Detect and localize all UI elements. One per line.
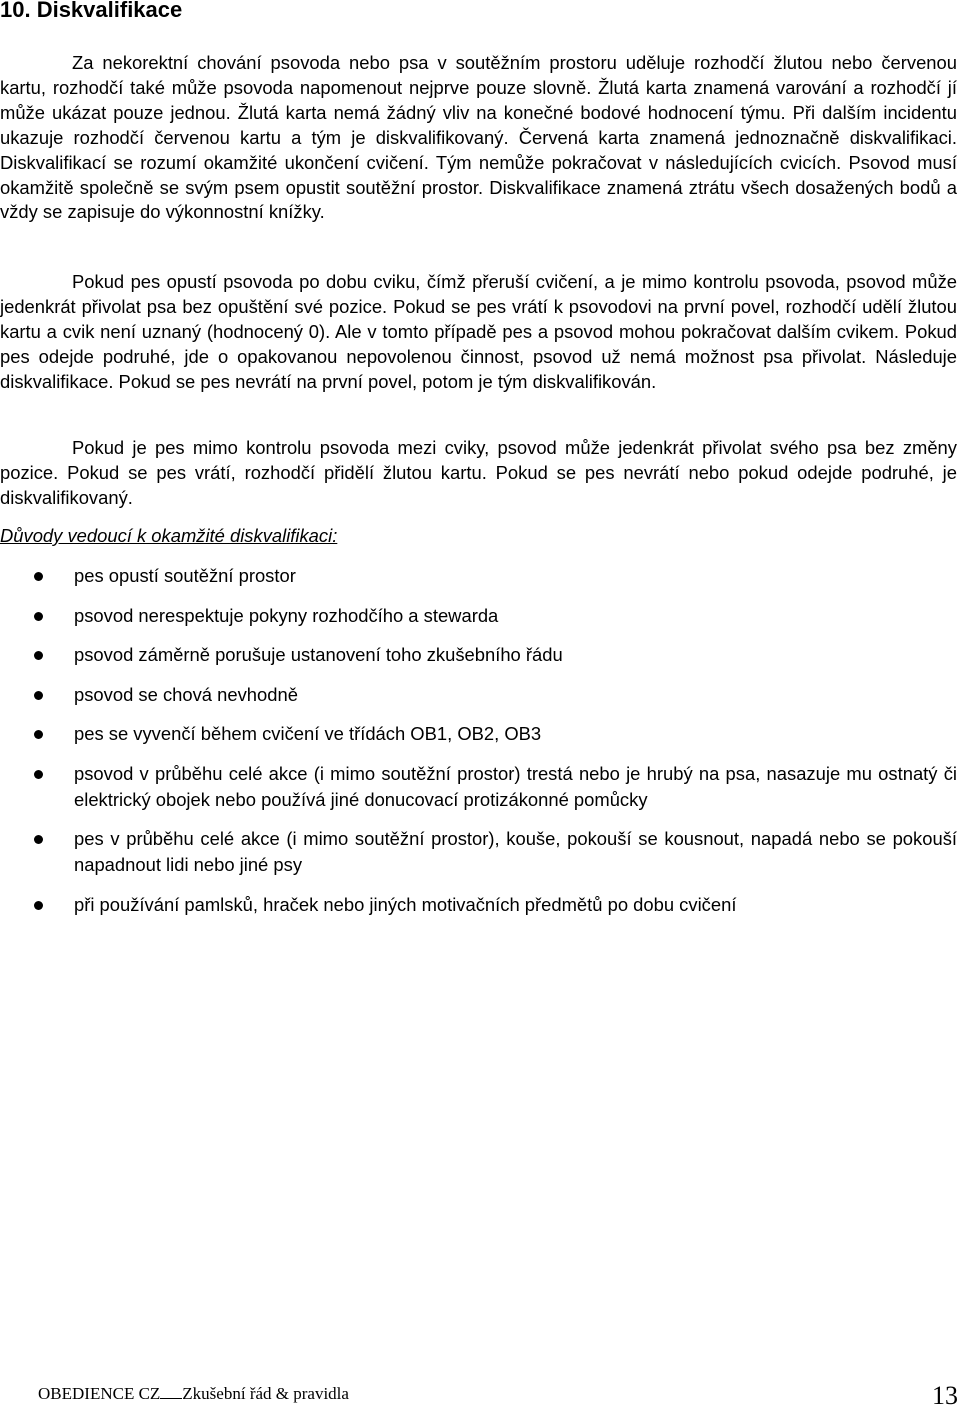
footer-doc: Zkušební řád & pravidla <box>182 1384 349 1403</box>
list-item <box>0 642 957 668</box>
list-item-text: psovod záměrně porušuje ustanovení toho zkušebního řádu <box>74 644 563 665</box>
reasons-title: Důvody vedoucí k okamžité diskvalifikaci: <box>0 525 338 546</box>
list-item-text: pes se vyvenčí během cvičení ve třídách OB1, OB2, OB3 <box>74 723 542 744</box>
list-item <box>0 892 957 918</box>
bullet-icon <box>34 691 43 700</box>
bullet-icon <box>34 835 43 844</box>
list-item <box>0 721 957 747</box>
paragraph-cards: Za nekorektní chování psovoda nebo psa v soutěžním prostoru uděluje rozhodčí žlutou nebo červenou kartu, rozhodčí také může psovoda napomenout nejprve pouze slovně. Žlutá karta znamená varování a rozhodčí jí může ukázat pouze jednou. Žlutá karta nemá žádný vliv na konečné bodové hodnocení týmu. Při dalším incidentu ukazuje rozhodčí červenou kartu a tým je diskvalifikovaný. Červená karta znamená jednoznačně diskvalifikaci. Diskvalifikací se rozumí okamžité ukončení cvičení. Tým nemůže pokračovat v následujících cvicích. Psovod musí okamžitě společně se svým psem opustit soutěžní prostor. Diskvalifikace znamená ztrátu všech dosažených bodů a vždy se zapisuje do výkonnostní knížky. <box>0 52 957 223</box>
reasons-list <box>0 563 957 931</box>
list-item-text: psovod se chová nevhodně <box>74 683 298 705</box>
bullet-icon <box>34 730 43 739</box>
list-item <box>0 563 957 589</box>
list-item-text: psovod v průběhu celé akce (i mimo soutěžní prostor) trestá nebo je hrubý na psa, nasazuje mu ostnatý či elektrický obojek nebo používá jiné donucovací protizákonné pomůcky <box>74 762 957 810</box>
list-item-text: při používání pamlsků, hraček nebo jiných motivačních předmětů po dobu cvičení <box>74 893 737 915</box>
list-item-text: pes v průběhu celé akce (i mimo soutěžní prostor), kouše, pokouší se kousnout, napadá nebo se pokouší napadnout lidi nebo jiné psy <box>74 828 957 875</box>
list-item <box>0 603 957 629</box>
footer-separator <box>160 1384 182 1399</box>
footer-title <box>38 1383 349 1405</box>
list-item-text: psovod nerespektuje pokyny rozhodčího a stewarda <box>74 604 499 626</box>
bullet-icon <box>34 572 43 581</box>
page-number: 13 <box>932 1381 958 1410</box>
list-item-text: pes opustí soutěžní prostor <box>74 565 296 586</box>
bullet-icon <box>34 651 43 660</box>
paragraph-dog-leaves-during-exercise: Pokud pes opustí psovoda po dobu cviku, čímž přeruší cvičení, a je mimo kontrolu psovoda, psovod může jedenkrát přivolat psa bez opuštění své pozice. Pokud se pes vrátí k psovodovi na první povel, rozhodčí udělí žlutou kartu a cvik není uznaný (hodnocený 0). Ale v tomto případě pes a psovod mohou pokračovat dalším cvikem. Pokud pes odejde podruhé, jde o opakovanou nepovolenou činnost, psovod už nemá možnost psa přivolat. Následuje diskvalifikace. Pokud se pes nevrátí na první povel, potom je tým diskvalifikován. <box>0 271 957 392</box>
bullet-icon <box>34 770 43 779</box>
paragraph-dog-leaves-between-exercises: Pokud je pes mimo kontrolu psovoda mezi cviky, psovod může jedenkrát přivolat svého psa bez změny pozice. Pokud se pes vrátí, rozhodčí přidělí žlutou kartu. Pokud se pes nevrátí nebo pokud odejde podruhé, je diskvalifikovaný. <box>0 437 957 508</box>
bullet-icon <box>34 612 43 621</box>
bullet-icon <box>34 901 43 910</box>
list-item <box>0 761 957 813</box>
list-item <box>0 682 957 708</box>
list-item <box>0 826 957 878</box>
section-heading: 10. Diskvalifikace <box>0 0 183 22</box>
footer-org: OBEDIENCE CZ <box>38 1384 161 1403</box>
